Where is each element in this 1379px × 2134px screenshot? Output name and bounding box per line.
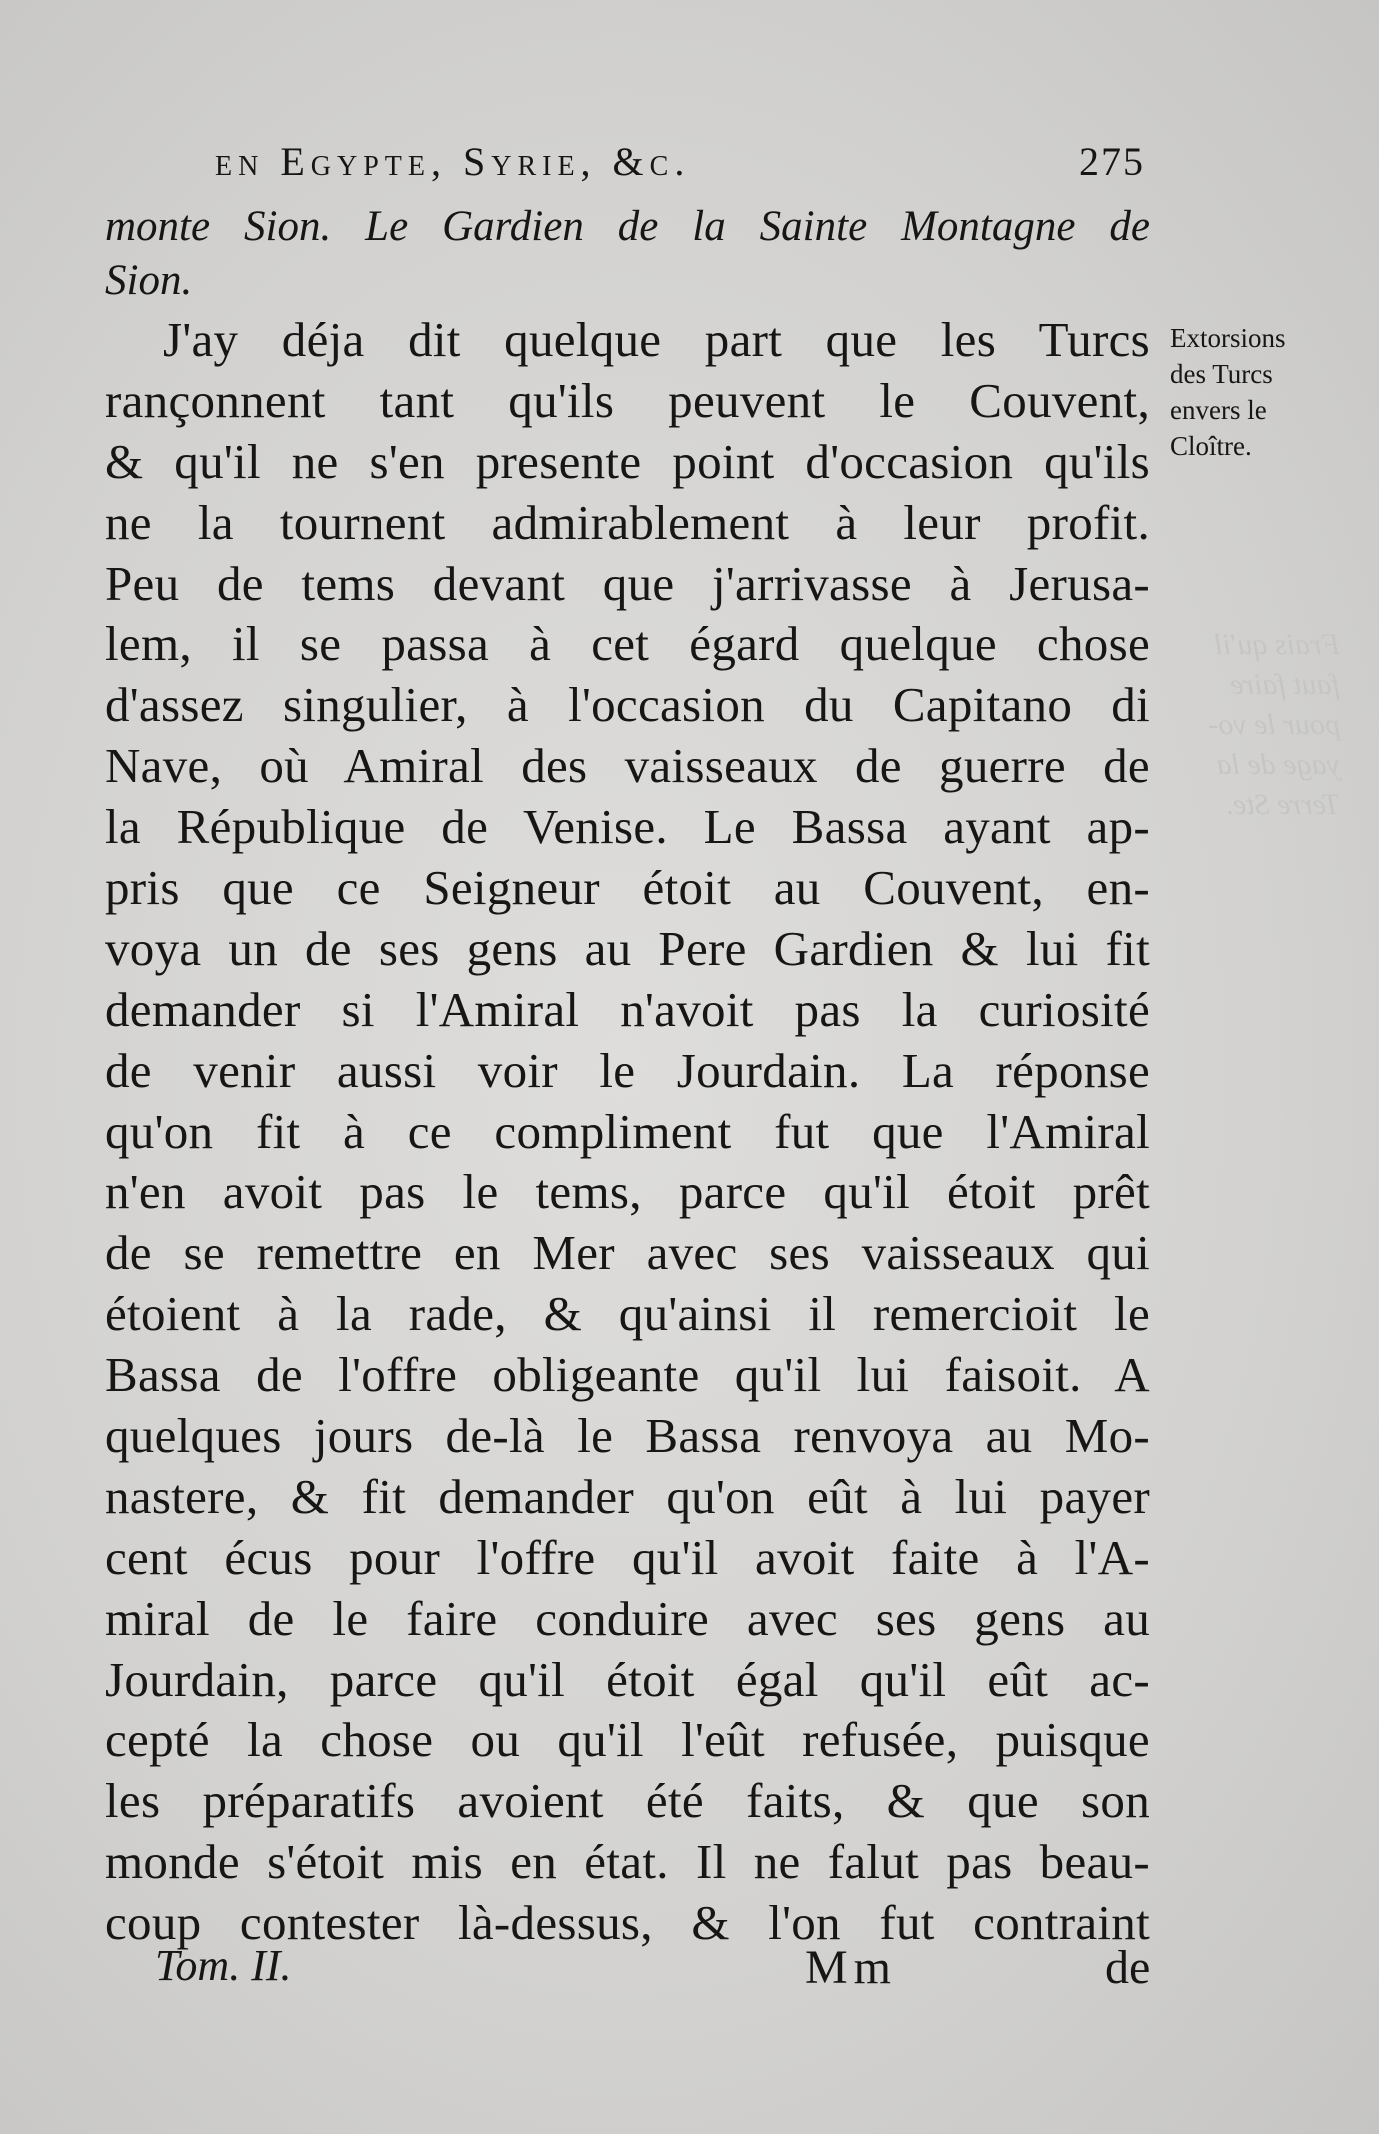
text-line: J'ay déja dit quelque part que les Turcs — [163, 312, 1150, 367]
text-line: lem, il se passa à cet égard quelque chose — [105, 616, 1150, 672]
marginal-note-line: envers le — [1170, 395, 1267, 425]
volume-signature: Tom. II. — [155, 1941, 292, 1990]
body-text — [105, 310, 1150, 1954]
text-line: miral de le faire conduire avec ses gens au — [105, 1590, 1150, 1646]
marginal-note-line: des Turcs — [1170, 359, 1273, 389]
text-line: de se remettre en Mer avec ses vaisseaux qui — [105, 1225, 1150, 1281]
chapter-subtitle: monte Sion. Le Gardien de la Sainte Montagne de — [105, 203, 1150, 250]
running-title: en Egypte, Syrie, &c. — [215, 139, 691, 184]
text-line: monde s'étoit mis en état. Il ne falut pas beau- — [105, 1834, 1150, 1890]
text-line: n'en avoit pas le tems, parce qu'il étoit prêt — [105, 1164, 1150, 1220]
gathering-mark: Mm — [805, 1941, 898, 1994]
text-line: Bassa de l'offre obligeante qu'il lui faisoit. A — [105, 1347, 1150, 1403]
text-line: Jourdain, parce qu'il étoit égal qu'il eût ac- — [105, 1651, 1150, 1707]
marginal-note — [1170, 320, 1370, 464]
catchword: de — [1105, 1941, 1151, 1994]
text-line: Peu de tems devant que j'arrivasse à Jerusa- — [105, 555, 1150, 611]
text-line: & qu'il ne s'en presente point d'occasion qu'ils — [105, 433, 1150, 489]
text-line: ne la tournent admirablement à leur profit. — [105, 494, 1150, 550]
chapter-subtitle-end: Sion. — [105, 257, 193, 304]
text-line: cepté la chose ou qu'il l'eût refusée, puisque — [105, 1712, 1150, 1768]
text-line: voya un de ses gens au Pere Gardien & lui fit — [105, 920, 1150, 976]
text-line: les préparatifs avoient été faits, & que son — [105, 1773, 1150, 1829]
text-line: nastere, & fit demander qu'on eût à lui payer — [105, 1468, 1150, 1524]
marginal-note-line: Cloître. — [1170, 431, 1252, 461]
text-line: étoient à la rade, & qu'ainsi il remercioit le — [105, 1286, 1150, 1342]
text-line: coup contester là-dessus, & l'on fut contraint — [105, 1895, 1150, 1951]
text-line: quelques jours de-là le Bassa renvoya au Mo- — [105, 1408, 1150, 1464]
text-line: Nave, où Amiral des vaisseaux de guerre de — [105, 738, 1150, 794]
text-line: la République de Venise. Le Bassa ayant ap- — [105, 799, 1150, 855]
text-line: rançonnent tant qu'ils peuvent le Couvent, — [105, 372, 1150, 428]
text-line: pris que ce Seigneur étoit au Couvent, en- — [105, 860, 1150, 916]
page-number: 275 — [1079, 139, 1145, 184]
running-head — [215, 138, 1145, 194]
text-line: d'assez singulier, à l'occasion du Capitano di — [105, 677, 1150, 733]
text-line: cent écus pour l'offre qu'il avoit faite à l'A- — [105, 1529, 1150, 1585]
text-line: de venir aussi voir le Jourdain. La réponse — [105, 1042, 1150, 1098]
text-line: qu'on fit à ce compliment fut que l'Amiral — [105, 1103, 1150, 1159]
text-line: demander si l'Amiral n'avoit pas la curiosité — [105, 981, 1150, 1037]
show-through-text: Frais qu'il faut faire pour le vo- yage de la Terre Ste. — [1208, 628, 1340, 821]
marginal-note-line: Extorsions — [1170, 323, 1286, 353]
